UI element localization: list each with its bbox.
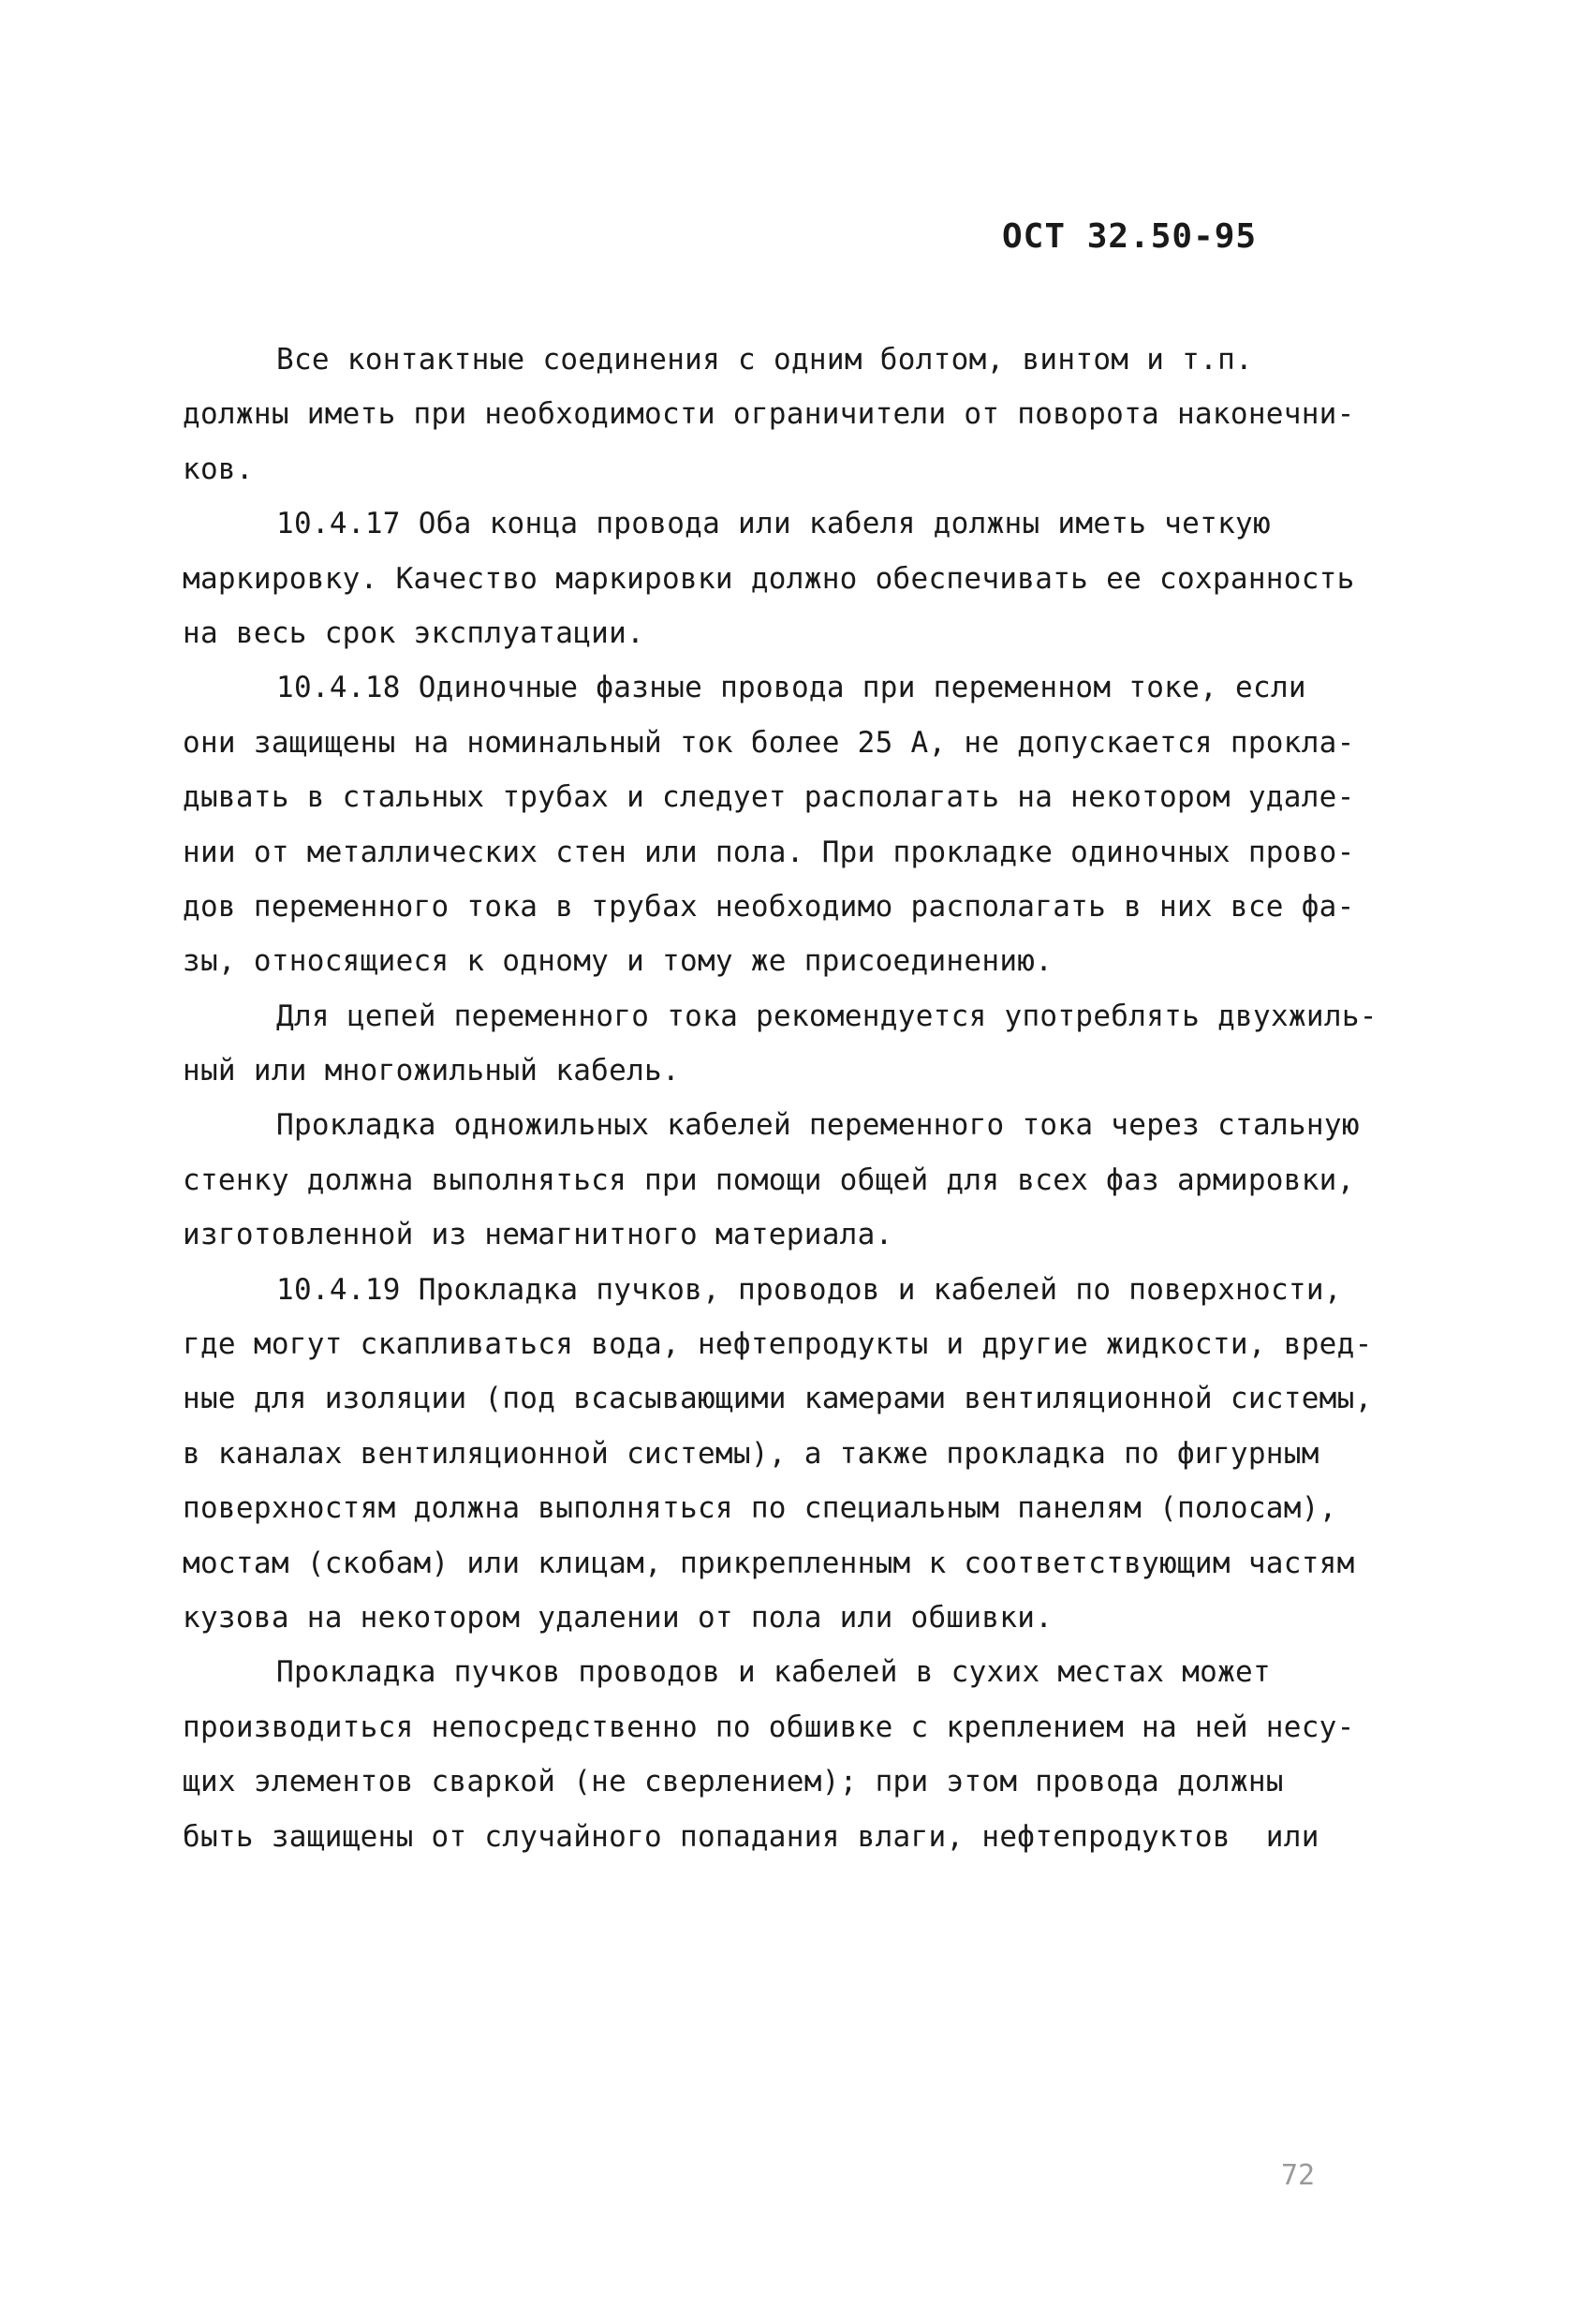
text-line: они защищены на номинальный ток более 25 А, не допускается прокла- xyxy=(183,725,1355,760)
text-line: стенку должна выполняться при помощи общей для всех фаз армировки, xyxy=(183,1162,1355,1197)
text-line: щих элементов сваркой (не сверлением); при этом провода должны xyxy=(183,1765,1284,1799)
text-line: зы, относящиеся к одному и тому же присоединению. xyxy=(183,944,1054,979)
text-line: ные для изоляции (под всасывающими камерами вентиляционной системы, xyxy=(183,1382,1373,1416)
text-line: поверхностям должна выполняться по специальным панелям (полосам), xyxy=(183,1491,1337,1526)
text-line: нии от металлических стен или пола. При прокладке одиночных прово- xyxy=(183,835,1355,869)
text-line: быть защищены от случайного попадания влаги, нефтепродуктов или xyxy=(183,1819,1319,1854)
document-code: ОСТ 32.50-95 xyxy=(1002,217,1258,256)
text-line: мостам (скобам) или клицам, прикрепленным к соответствующим частям xyxy=(183,1546,1355,1580)
text-line: 10.4.19 Прокладка пучков, проводов и кабелей по поверхности, xyxy=(276,1272,1342,1307)
text-line: дывать в стальных трубах и следует располагать на некотором удале- xyxy=(183,780,1355,815)
text-line: Для цепей переменного тока рекомендуется употреблять двухжиль- xyxy=(276,999,1378,1033)
text-line: дов переменного тока в трубах необходимо располагать в них все фа- xyxy=(183,889,1355,924)
body-text xyxy=(183,333,1419,1864)
text-line: на весь срок эксплуатации. xyxy=(183,615,645,650)
text-line: маркировку. Качество маркировки должно обеспечивать ее сохранность xyxy=(183,561,1355,596)
text-line: Прокладка пучков проводов и кабелей в сухих местах может xyxy=(276,1655,1271,1690)
text-line: изготовленной из немагнитного материала. xyxy=(183,1218,893,1252)
text-line: где могут скапливаться вода, нефтепродукты и другие жидкости, вред- xyxy=(183,1327,1373,1362)
text-line: в каналах вентиляционной системы), а также прокладка по фигурным xyxy=(183,1436,1319,1471)
text-line: Все контактные соединения с одним болтом, винтом и т.п. xyxy=(276,343,1253,377)
text-line: ный или многожильный кабель. xyxy=(183,1054,680,1088)
text-line: Прокладка одножильных кабелей переменного тока через стальную xyxy=(276,1108,1360,1143)
text-line: ков. xyxy=(183,451,254,486)
text-line: кузова на некотором удалении от пола или обшивки. xyxy=(183,1600,1054,1635)
page-number: 72 xyxy=(1281,2159,1316,2192)
text-line: производиться непосредственно по обшивке с креплением на ней несу- xyxy=(183,1710,1355,1744)
text-line: 10.4.18 Одиночные фазные провода при переменном токе, если xyxy=(276,671,1306,705)
text-line: 10.4.17 Оба конца провода или кабеля должны иметь четкую xyxy=(276,507,1271,541)
text-line: должны иметь при необходимости ограничители от поворота наконечни- xyxy=(183,397,1355,432)
